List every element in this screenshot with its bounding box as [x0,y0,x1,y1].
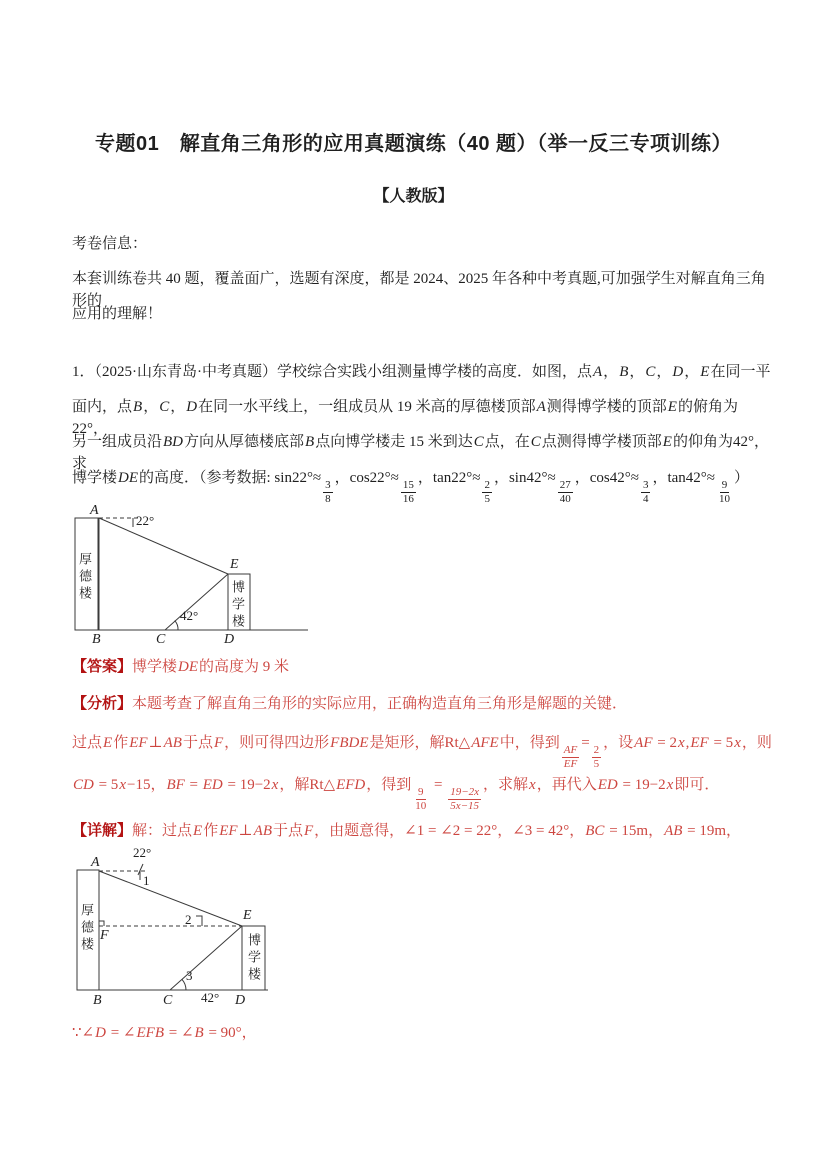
fig1-point-a-label: A [90,503,99,518]
figure-2 [75,843,290,1015]
fig2-angle-22-label: 22° [133,845,152,860]
figure-1 [72,502,322,654]
fig2-point-e-label: E [243,908,252,923]
exam-info-heading: 考卷信息： [72,236,148,252]
page-title: 专题01 解直角三角形的应用真题演练（40 题）（举一反三专项训练） [94,133,733,155]
fig2-point-a-label: A [91,855,100,870]
detail-text: 解：过点E作EF⊥AB于点F，由题意得，∠1 = ∠2 = 22°，∠3 = 42°，BC = 15m，AB = 19m， [132,823,742,839]
exam-info-line-1: 本套训练卷共 40 题，覆盖面广，选题有深度，都是 2024、2025 年各种中考真题,可加强学生对解直角三角形的 [72,271,766,309]
analysis-label: 【分析】 [72,696,133,712]
exam-info-line-2: 应用的理解！ [72,306,163,322]
fig1-point-d-label: D [224,632,235,647]
analysis-line-1 [72,693,772,715]
fig1-point-c-label: C [156,632,166,647]
fig1-angle-42-label: 42° [180,608,199,623]
fig1-angle-22-label: 22° [136,513,155,528]
answer-line [72,656,772,678]
figure-1-drawing [72,502,322,654]
fig2-angle-3-label: 3 [186,968,193,983]
fig2-building-right-label: 博学楼 [246,933,261,984]
fig2-point-c-label: C [163,993,173,1008]
answer-text: 博学楼DE的高度为 9 米 [132,659,290,675]
fig2-point-d-label: D [235,993,246,1008]
analysis-line-3: CD = 5x−15，BF = ED = 19−2x，解Rt△EFD，得到 $\frac{9}{10}$ = $\frac{19-2x}{5x-15}$ ，求解x，再代入ED = 19−2x即可． [73,777,720,813]
fig1-point-b-label: B [92,632,101,647]
fig2-point-b-label: B [93,993,102,1008]
detail-line [72,820,772,842]
fig2-angle-42-label: 42° [201,990,220,1005]
problem-1-line-1: 1．（2025·山东青岛·中考真题）学校综合实践小组测量博学楼的高度．如图，点A，B，C，D，E在同一平 [72,364,771,380]
analysis-line-2: 过点E作EF⊥AB于点F，则可得四边形FBDE是矩形，解Rt△AFE中，得到 $\frac{AF}{EF}$ = $\frac{2}{5}$ ，设AF = 2x,EF = 5x，则 [72,735,772,771]
problem-1-line-4: 博学楼DE的高度．（参考数据: sin22°≈ $\frac{3}{8}$ ，cos22°≈ $\frac{15}{16}$ ，tan22°≈ $\frac{2}{5}$ ，sin42°≈ $\frac{27}{40}$ ，cos42°≈ $\frac{3}{4}$ ，tan42°≈ $\frac{9}{10}$ ） [72,470,750,506]
problem-1-line-2: 面内，点B，C，D在同一水平线上，一组成员从 19 米高的厚德楼顶部A测得博学楼的顶部E的俯角为22°， [72,399,738,437]
fig2-angle-1-label: 1 [143,873,150,888]
edition-badge: 【人教版】 [373,188,454,205]
fig1-building-right-label: 博学楼 [230,580,245,631]
conclusion-line: ∵∠D = ∠EFB = ∠B = 90°， [72,1025,257,1041]
fig2-building-left-label: 厚德楼 [79,903,94,954]
fig2-point-f-label: F [100,928,109,943]
fig2-angle-2-label: 2 [185,912,192,927]
fig1-building-left-label: 厚德楼 [77,552,92,603]
fig1-point-e-label: E [230,557,239,572]
problem-1-line-3: 另一组成员沿BD方向从厚德楼底部B点向博学楼走 15 米到达C点，在C点测得博学楼顶部E的仰角为42°，求 [72,434,769,472]
answer-label: 【答案】 [72,659,133,675]
analysis-text-1: 本题考查了解直角三角形的实际应用，正确构造直角三角形是解题的关键． [132,696,628,712]
detail-label: 【详解】 [72,823,133,839]
